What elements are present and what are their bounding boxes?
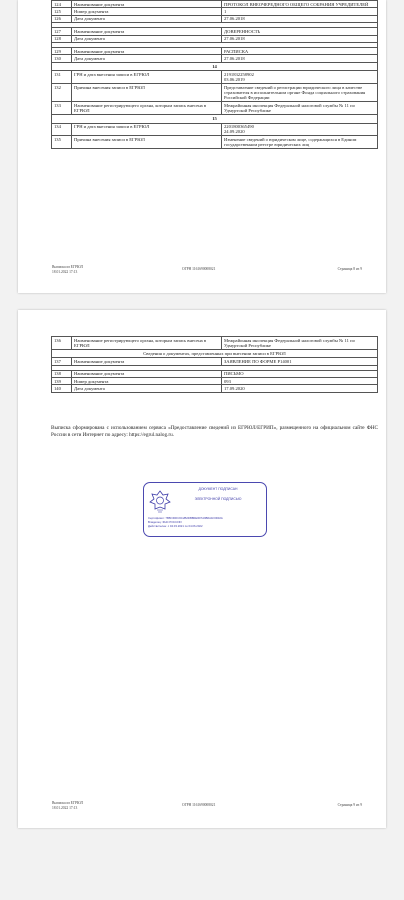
row-field-name: Дата документа	[72, 15, 222, 22]
row-field-value: 27.06.2018	[222, 55, 378, 62]
row-field-value: Изменение сведений о юридическом лице, содержащихся в Едином государственном реестре юридических лиц	[222, 136, 378, 149]
table-row	[52, 385, 378, 392]
row-field-value: Межрайонная инспекция Федеральной налоговой службы № 11 по Удмуртской Республике	[222, 102, 378, 115]
row-field-value: РАСПИСКА	[222, 48, 378, 55]
row-number: 135	[52, 136, 72, 149]
row-field-name: Дата документа	[72, 55, 222, 62]
section-header	[52, 62, 378, 70]
stamp-subtitle: ЭЛЕКТРОННОЙ ПОДПИСЬЮ	[194, 497, 242, 501]
stamp-certificate: Сертификат: 7B5F3DFC6C2B2DBB0E0D7A9B6A1F0D02A	[148, 516, 223, 520]
footer-extract-info: Выписка из ЕГРЮЛ 18.01.2022 17:13	[52, 801, 83, 810]
register-table	[51, 336, 378, 393]
table-row	[52, 378, 378, 385]
row-field-value: Межрайонная инспекция Федеральной налоговой службы № 11 по Удмуртской Республике	[222, 337, 378, 350]
row-number: 124	[52, 1, 72, 8]
row-field-value: 2201800365490 24.09.2020	[222, 123, 378, 136]
row-number: 130	[52, 55, 72, 62]
row-field-value: ЗАЯВЛЕНИЕ ПО ФОРМЕ Р14001	[222, 358, 378, 365]
row-field-value: Представление сведений о регистрации юридического лица в качестве страхователя в исполнительном органе Фонда социального страхования Российской Федерации	[222, 84, 378, 102]
stamp-validity: Действителен: с 04.03.2021 по 04.06.2022	[148, 524, 203, 529]
row-field-name: ГРН и дата внесения записи в ЕГРЮЛ	[72, 71, 222, 84]
table-row	[52, 337, 378, 350]
table-row	[52, 370, 378, 377]
row-number: 128	[52, 35, 72, 42]
row-number: 126	[52, 15, 72, 22]
table-row	[52, 35, 378, 42]
row-field-name: Наименование документа	[72, 370, 222, 377]
row-field-value: ПИСЬМО	[222, 370, 378, 377]
document-page-8	[18, 0, 386, 293]
row-field-value: ДОВЕРЕННОСТЬ	[222, 28, 378, 35]
document-page-9	[18, 310, 386, 828]
table-row	[52, 48, 378, 55]
row-number: 125	[52, 8, 72, 15]
stamp-details	[148, 516, 262, 529]
table-row	[52, 84, 378, 102]
row-field-value: 1	[222, 8, 378, 15]
table-row	[52, 28, 378, 35]
row-number: 132	[52, 84, 72, 102]
footer-ogrn: ОГРН 1161690008021	[182, 803, 216, 807]
section-header	[52, 115, 378, 123]
table-row	[52, 8, 378, 15]
table-row	[52, 55, 378, 62]
row-number: 139	[52, 378, 72, 385]
row-number: 129	[52, 48, 72, 55]
row-number: 127	[52, 28, 72, 35]
row-number: 138	[52, 370, 72, 377]
row-number: 133	[52, 102, 72, 115]
row-field-name: Наименование регистрирующего органа, которым запись внесена в ЕГРЮЛ	[72, 102, 222, 115]
row-field-value: 093	[222, 378, 378, 385]
row-field-name: Наименование документа	[72, 28, 222, 35]
table-row	[52, 1, 378, 8]
documents-section-title: Сведения о документах, представленных при внесении записи в ЕГРЮЛ	[52, 349, 378, 357]
row-field-value: 17.09.2020	[222, 385, 378, 392]
row-number: 137	[52, 358, 72, 365]
table-row	[52, 136, 378, 149]
row-number: 134	[52, 123, 72, 136]
row-field-name: Наименование документа	[72, 358, 222, 365]
footer-page-number: Страница 8 из 9	[337, 267, 362, 271]
row-field-value: ПРОТОКОЛ ВНЕОЧЕРЕДНОГО ОБЩЕГО СОБРАНИЯ УЧРЕДИТЕЛЕЙ	[222, 1, 378, 8]
row-field-name: Номер документа	[72, 378, 222, 385]
electronic-signature-stamp	[143, 482, 267, 537]
row-number: 131	[52, 71, 72, 84]
row-number: 140	[52, 385, 72, 392]
stamp-title: ДОКУМЕНТ ПОДПИСАН	[198, 487, 238, 491]
row-field-name: Наименование документа	[72, 48, 222, 55]
section-number: 15	[52, 115, 378, 123]
table-row	[52, 71, 378, 84]
table-row	[52, 358, 378, 365]
section-header	[52, 349, 378, 357]
row-field-name: ГРН и дата внесения записи в ЕГРЮЛ	[72, 123, 222, 136]
coat-of-arms-icon	[148, 489, 172, 513]
row-field-name: Наименование документа	[72, 1, 222, 8]
section-number: 14	[52, 62, 378, 70]
row-field-value: 27.06.2018	[222, 35, 378, 42]
row-field-value: 27.06.2018	[222, 15, 378, 22]
register-table	[51, 0, 378, 149]
stamp-owner: Владелец: ФНС РОССИИ	[148, 520, 182, 525]
row-field-name: Дата документа	[72, 35, 222, 42]
row-field-name: Причина внесения записи в ЕГРЮЛ	[72, 84, 222, 102]
footer-extract-info: Выписка из ЕГРЮЛ 18.01.2022 17:13	[52, 265, 83, 274]
table-row	[52, 15, 378, 22]
table-row	[52, 123, 378, 136]
table-row	[52, 102, 378, 115]
row-field-value: 2191832258902 03.06.2019	[222, 71, 378, 84]
footer-page-number: Страница 9 из 9	[337, 803, 362, 807]
row-field-name: Наименование регистрирующего органа, которым запись внесена в ЕГРЮЛ	[72, 337, 222, 350]
row-number: 136	[52, 337, 72, 350]
row-field-name: Номер документа	[72, 8, 222, 15]
footer-ogrn: ОГРН 1161690008021	[182, 267, 216, 271]
extract-source-note: Выписка сформирована с использованием сервиса «Предоставление сведений из ЕГРЮЛ/ЕГРИП», размещенного на официальном сайте ФНС России в сети Интернет по адресу: https://egrul.nalog.ru.	[51, 425, 378, 438]
row-field-name: Дата документа	[72, 385, 222, 392]
row-field-name: Причина внесения записи в ЕГРЮЛ	[72, 136, 222, 149]
